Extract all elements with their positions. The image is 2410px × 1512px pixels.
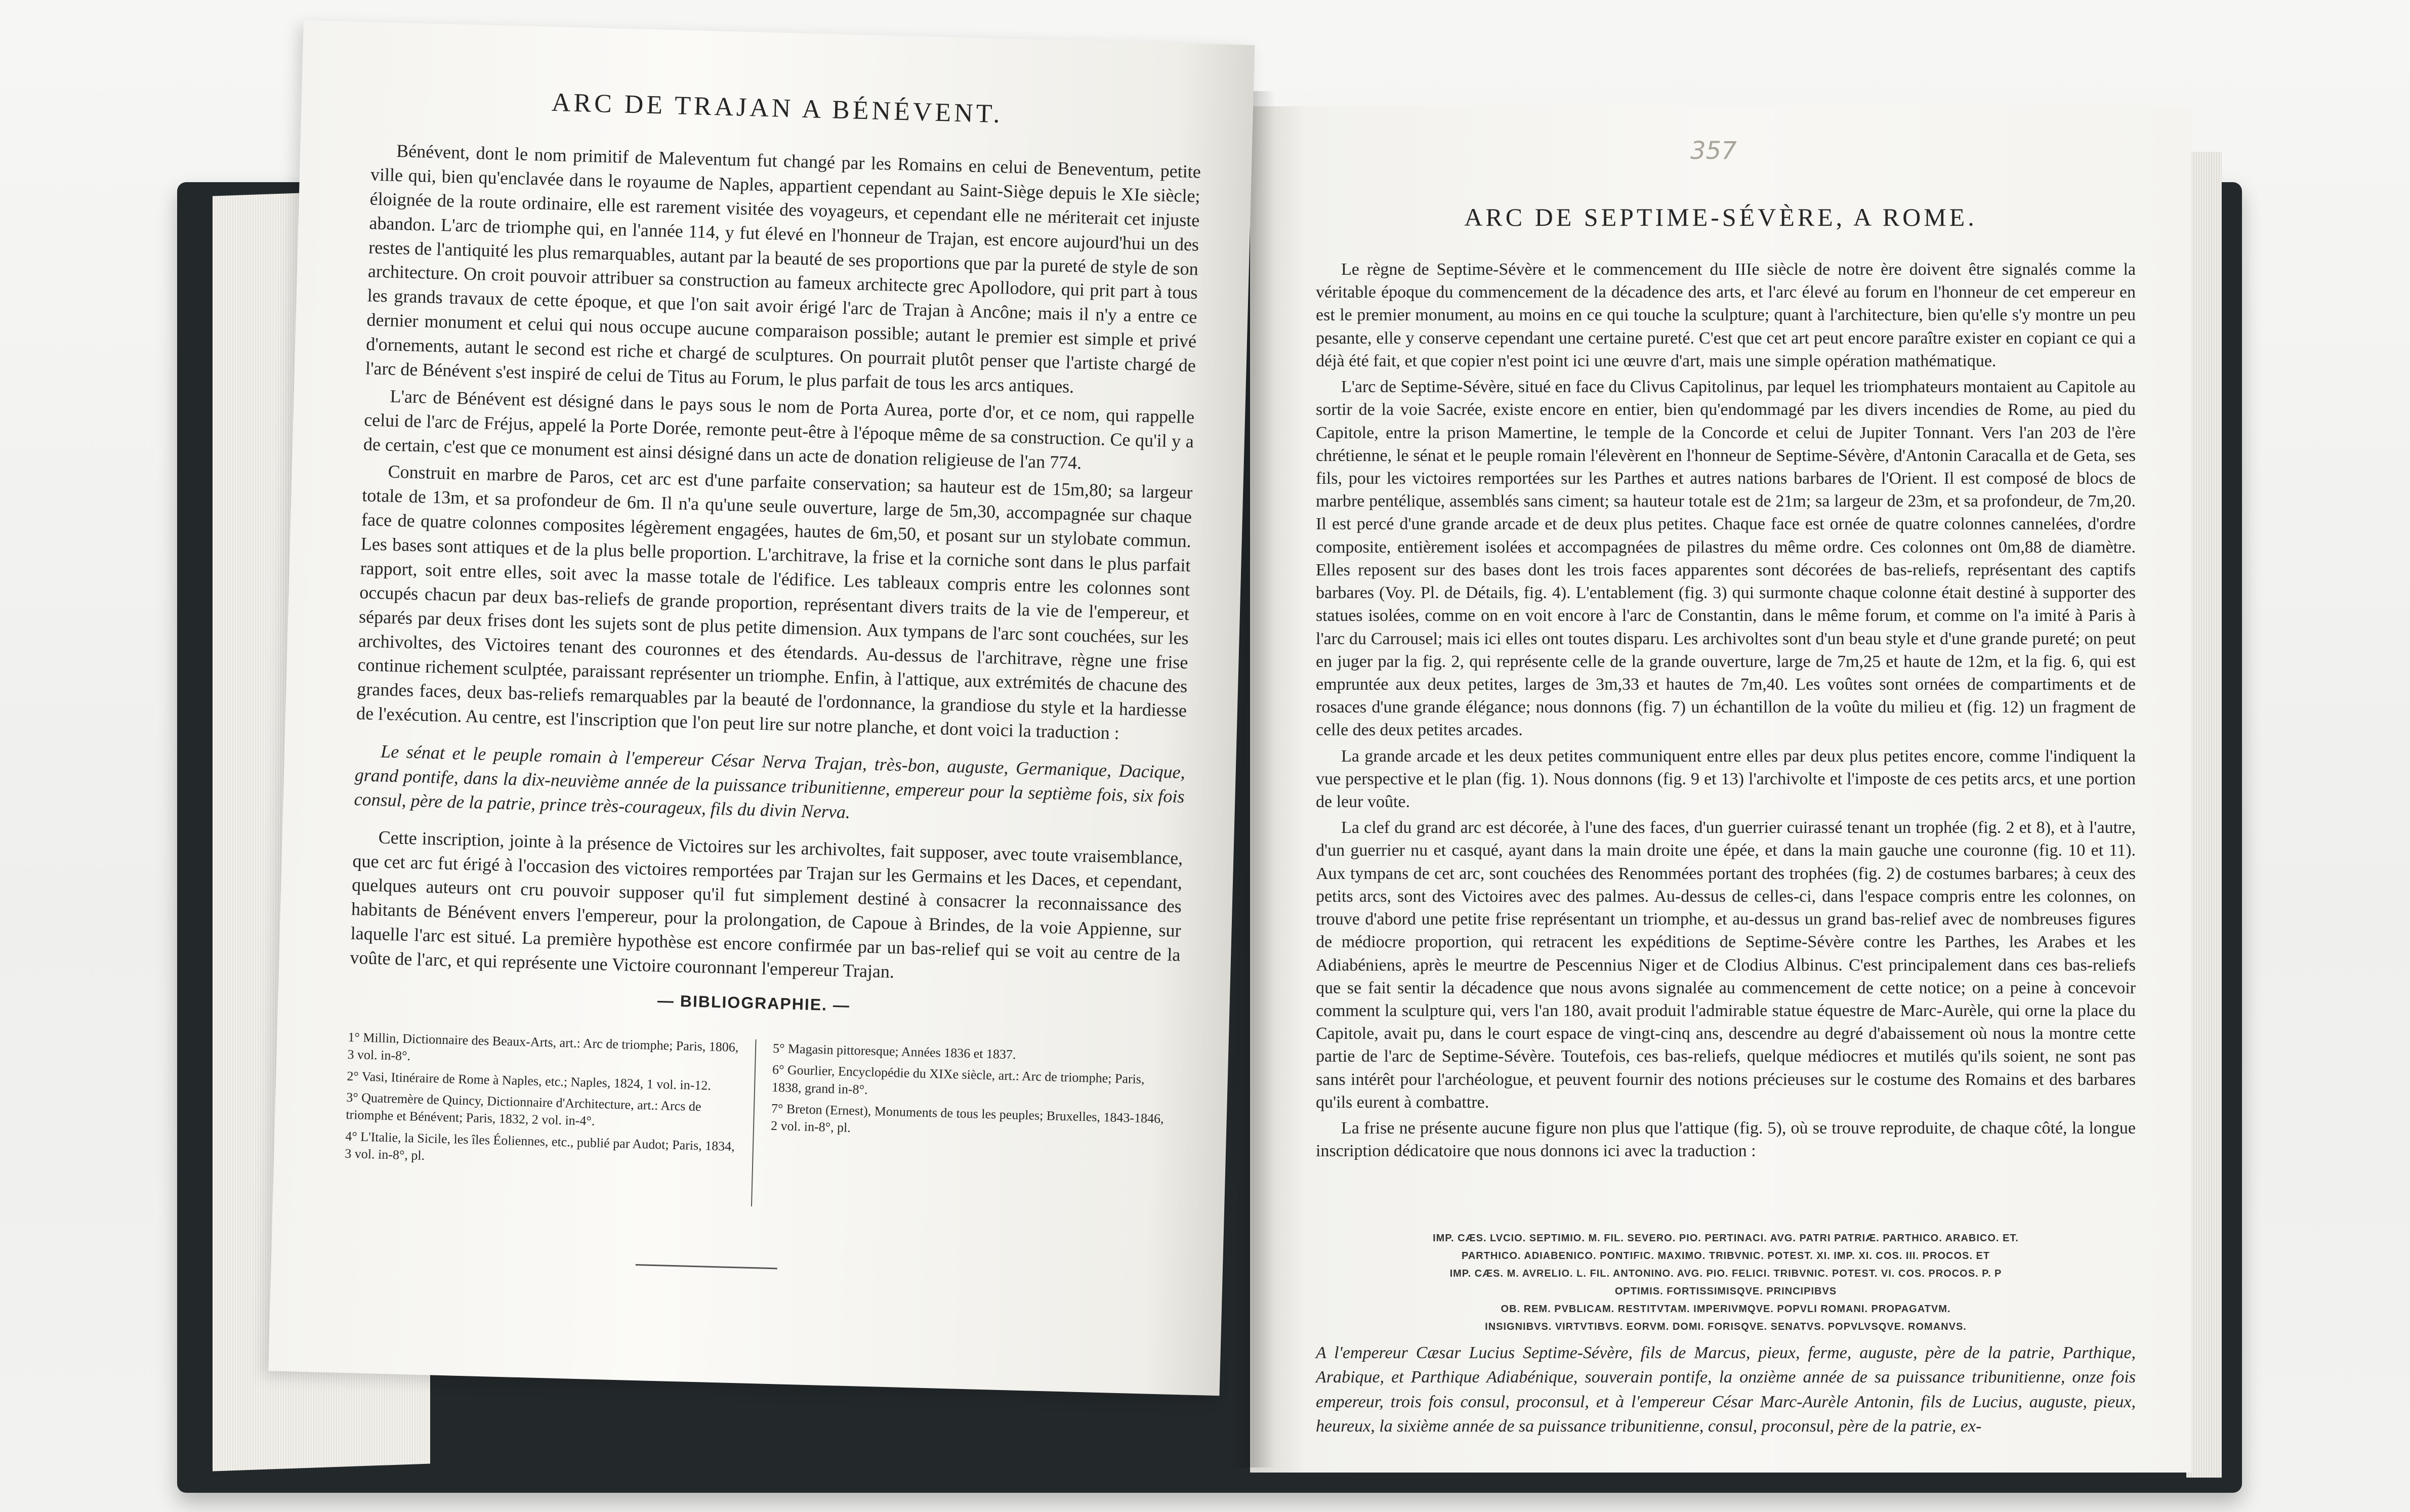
bibliography-item: 3° Quatremère de Quincy, Dictionnaire d'Architecture, art.: Arcs de triomphe et Bénévent; Paris, 1832, 2 vol. in-4°. bbox=[346, 1089, 701, 1129]
paragraph: L'arc de Bénévent est désigné dans le pays sous le nom de Porta Aurea, porte d'or, et ce nom, qui rappelle celui de l'arc de Fréjus, appelé la Porte Dorée, remonte peut-être à l'époque même de sa construction. Ce qu'il y a de certain, c'est que ce monument est ainsi désigné dans un acte de donation religieuse de l'an 774. bbox=[363, 386, 1195, 473]
inscription-line: OPTIMIS. FORTISSIMISQVE. PRINCIPIBVS bbox=[1614, 1286, 1837, 1297]
bibliography-item: 7° Breton (Ernest), Monuments de tous les peuples; Bruxelles, 1843-1846, 2 vol. in-8°, pl. bbox=[770, 1101, 1164, 1136]
paragraph: La grande arcade et les deux petites communiquent entre elles par deux plus petites encore, comme l'indiquent la vue perspective et le plan (fig. 1). Nous donnons (fig. 9 et 13) l'archivolte et l'imposte de ces petits arcs, et une portion de leur voûte. bbox=[1316, 746, 2136, 812]
bibliography-item: 5° Magasin pittoresque; Années 1836 et 1837. bbox=[772, 1040, 1016, 1062]
bibliography-item: 4° L'Italie, la Sicile, les îles Éoliennes, etc., publié par Audot; Paris, 1834, 3 vol. in-8°, pl. bbox=[345, 1128, 735, 1163]
latin-inscription bbox=[1316, 1230, 2136, 1336]
inscription-line: INSIGNIBVS. VIRTVTIBVS. EORVM. DOMI. FORISQVE. SENATVS. POPVLVSQVE. ROMANVS. bbox=[1485, 1321, 1967, 1332]
inscription-line: OB. REM. PVBLICAM. RESTITVTAM. IMPERIVMQVE. POPVLI ROMANI. PROPAGATVM. bbox=[1501, 1304, 1951, 1315]
left-page-body bbox=[350, 139, 1201, 995]
bibliography-item: 6° Gourlier, Encyclopédie du XIXe siècle, art.: Arc de triomphe; Paris, 1838, grand in-8°. bbox=[771, 1062, 1145, 1097]
pencil-page-mark: 357 bbox=[1690, 137, 1737, 165]
right-page-title: ARC DE SEPTIME-SÉVÈRE, A ROME. bbox=[1464, 203, 1977, 231]
paragraph: Bénévent, dont le nom primitif de Maleventum fut changé par les Romains en celui de Beneventum, petite ville qui, bien qu'enclavée dans le royaume de Naples, appartient cependant au Saint-Siège depuis le XIe siècle; éloignée de la route ordinaire, elle est rarement visitée des voyageurs, et cependant elle ne mériterait cet injuste abandon. L'arc de triomphe qui, en l'année 114, y fut élevé en l'honneur de Trajan, est encore aujourd'hui un des restes de l'antiquité les plus remarquables, autant par la beauté de ses proportions que par la pureté de style de son architecture. On croit pouvoir attribuer sa construction au fameux architecte grec Apollodore, qui prit part à tous les grands travaux de cette époque, et que l'on sait avoir érigé l'arc de Trajan à Ancône; mais il n'y a entre ce dernier monument et celui qui nous occupe aucune comparaison possible; autant le premier est simple et privé d'ornements, autant le second est riche et chargé de sculptures. On pourrait plutôt penser que l'artiste chargé de l'arc de Bénévent s'est inspiré de celui de Titus au Forum, le plus parfait de tous les arcs antiques. bbox=[365, 140, 1201, 397]
left-page-title: ARC DE TRAJAN A BÉNÉVENT. bbox=[551, 88, 1004, 129]
bibliography-column-left bbox=[345, 1029, 743, 1177]
bibliography-item: 1° Millin, Dictionnaire des Beaux-Arts, art.: Arc de triomphe; Paris, 1806, 3 vol. in-8°. bbox=[347, 1029, 739, 1064]
bibliography-item: 2° Vasi, Itinéraire de Rome à Naples, etc.; Naples, 1824, 1 vol. in-12. bbox=[347, 1068, 712, 1093]
paragraph: L'arc de Septime-Sévère, situé en face du Clivus Capitolinus, par lequel les triomphateurs montaient au Capitole au sortir de la voie Sacrée, existe encore en entier, bien qu'endommagé par les divers incendies de Rome, au pied du Capitole, entre la prison Mamertine, le temple de la Concorde et celui de Jupiter Tonnant. Vers l'an 203 de l'ère chrétienne, le sénat et le peuple romain l'élevèrent en l'honneur de Septime-Sévère, d'Antonin Caracalla et de Geta, ses fils, pour les victoires remportées sur les Parthes et autres nations barbares de l'Orient. Il est composé de blocs de marbre pentélique, assemblés sans ciment; sa hauteur totale est de 21m; sa largeur de 23m, et sa profondeur, de 7m,20. Il est percé d'une grande arcade et de deux plus petites. Chaque face est ornée de quatre colonnes cannelées, d'ordre composite, entièrement isolées et accompagnées de pilastres du même ordre. Ces colonnes ont 0m,88 de diamètre. Elles reposent sur des bases dont les trois faces apparentes sont décorées de bas-reliefs, représentant des captifs barbares (Voy. Pl. de Détails, fig. 4). L'entablement (fig. 3) qui surmonte chaque colonne était destiné à supporter des statues isolées, comme on en voit encore à l'arc de Constantin, dans le même forum, et comme on l'a imité à Paris à l'arc du Carrousel; mais ici elles ont toutes disparu. Les archivoltes sont d'un beau style et d'une grande pureté; on peut en juger par la fig. 2, qui représente celle de la grande ouverture, large de 7m,25 et haute de 12m, et la fig. 6, qui est empruntée aux deux petites, larges de 3m,33 et hautes de 7m,40. Les voûtes sont ornées de compartiments et de rosaces d'une grande élégance; nous donnons (fig. 7) un échantillon de la voûte du milieu et (fig. 12) un fragment de celle des deux petites arcades. bbox=[1316, 377, 2136, 740]
left-page bbox=[268, 20, 1255, 1396]
paragraph: Construit en marbre de Paros, cet arc est d'une parfaite conservation; sa hauteur est de 15m,80; sa largeur totale de 13m, et sa profondeur de 6m. Il n'a qu'une seule ouverture, large de 5m,30, accompagnée sur chaque face de quatre colonnes composites légèrement engagées, hautes de 6m,50, et posant sur un stylobate commun. Les bases sont attiques et de la plus belle proportion. L'architrave, la frise et la corniche sont dans le plus parfait rapport, soit entre elles, soit avec la masse totale de l'édifice. Les tableaux compris entre les colonnes sont occupés chacun par deux bas-reliefs de grande proportion, représentant divers traits de la vie de l'empereur, et séparés par deux frises dont les sujets sont de plus petite dimension. Aux tympans de l'arc sont couchées, sur les archivoltes, des Victoires tenant des couronnes et des étendards. Au-dessus de l'architrave, règne une frise continue richement sculptée, paraissant représenter un triomphe. Enfin, à l'attique, aux extrémités de chacune des grandes faces, deux bas-reliefs remarquables par la beauté de l'ordonnance, la grandiose du style et la hardiesse de l'exécution. Au centre, est l'inscription que l'on peut lire sur notre planche, et dont voici la traduction : bbox=[356, 461, 1193, 743]
paragraph: La clef du grand arc est décorée, à l'une des faces, d'un guerrier cuirassé tenant un trophée (fig. 2 et 8), et à l'autre, d'un guerrier nu et casqué, ayant dans la main droite une épée, et dans la main gauche une couronne (fig. 10 et 11). Aux tympans de cet arc, sont couchées des Renommées portant des trophées (fig. 2) de costumes barbares; à ceux des petits arcs, sont des Victoires avec des palmes. Au-dessus de celles-ci, dans l'espace compris entre les colonnes, on trouve d'abord une petite frise représentant un triomphe, et au-dessus un grand bas-relief avec de nombreuses figures de médiocre proportion, qui retracent les expéditions de Septime-Sévère contre les Parthes, les Arabes et les Adiabéniens, après le meurtre de Pescennius Niger et de Clodius Albinus. C'est principalement dans ces bas-reliefs que se fait sentir la décadence que nous avons signalée au commencement de cette notice; on a peine à concevoir comment la sculpture qui, vers l'an 180, avait produit l'admirable statue équestre de Marc-Aurèle, qui orne la place du Capitole, avait pu, dans le court espace de vingt-cinq ans, descendre au degré d'abaissement où nous la montre cette partie de l'arc de Septime-Sévère. Toutefois, ces bas-reliefs, quelque médiocres et mutilés qu'ils soient, ne sont pas sans intérêt pour l'archéologue, et peuvent fournir des notions précieuses sur le costume des Romains et des barbares qu'ils eurent à combattre. bbox=[1316, 818, 2136, 1112]
bibliography bbox=[343, 1029, 1178, 1233]
paragraph: Le règne de Septime-Sévère et le commencement du IIIe siècle de notre ère doivent être signalés comme la véritable époque du commencement de la décadence des arts, et l'arc élevé au forum en l'honneur de cet empereur en est le premier monument, au moins en ce qui touche la sculpture; quant à l'architecture, bien qu'elle s'y montre un peu pesante, elle y conserve cependant une certaine pureté. C'est que cet art peut encore paraître exister en copiant ce qui a déjà été fait, et que copier n'est point ici une œuvre d'art, mais une simple opération mathématique. bbox=[1316, 260, 2136, 370]
paragraph: Cette inscription, jointe à la présence de Victoires sur les archivoltes, fait supposer, avec toute vraisemblance, que cet arc fut érigé à l'occasion des victoires remportées par Trajan sur les Germains et les Daces, et cependant, quelques auteurs ont cru pouvoir supposer qu'il fut simplement destiné à consacrer la reconnaissance des habitants de Bénévent envers l'empereur, pour la prolongation, de Capoue à Brindes, de la voie Appienne, sur laquelle l'arc est situé. La première hypothèse est encore confirmée par un bas-relief qui se voit au centre de la voûte de l'arc, et qui représente une Victoire couronnant l'empereur Trajan. bbox=[350, 827, 1183, 982]
inscription-translation: A l'empereur Cæsar Lucius Septime-Sévère, fils de Marcus, pieux, ferme, auguste, père de la patrie, Parthique, Arabique, et Parthique Adiabénique, souverain pontife, la onzième année de sa puissance tribunitienne, onze fois empereur, trois fois consul, proconsul, et à l'empereur César Marc-Aurèle Antonin, fils de Lucius, auguste, pieux, heureux, la sixième année de sa puissance tribunitienne, consul, proconsul, père de la patrie, ex- bbox=[1316, 1343, 2136, 1436]
bibliography-heading: — BIBLIOGRAPHIE. — bbox=[657, 991, 851, 1015]
right-page-body bbox=[1316, 258, 2136, 1166]
right-page-stack bbox=[2186, 152, 2222, 1478]
inscription-line: IMP. CÆS. M. AVRELIO. L. FIL. ANTONINO. AVG. PIO. FELICI. TRIBVNIC. POTEST. VI. COS. PROCOS. P. P bbox=[1449, 1268, 2002, 1279]
italic-translation: Le sénat et le peuple romain à l'empereur César Nerva Trajan, très-bon, auguste, Germanique, Dacique, grand pontife, dans la dix-neuvième année de la puissance tribunitienne, empereur pour la septième fois, six fois consul, père de la patrie, prince très-courageux, fils du divin Nerva. bbox=[354, 741, 1186, 822]
paragraph: La frise ne présente aucune figure non plus que l'attique (fig. 5), où se trouve reproduite, de chaque côté, la longue inscription dédicatoire que nous donnons ici avec la traduction : bbox=[1316, 1119, 2136, 1161]
inscription-line: IMP. CÆS. LVCIO. SEPTIMIO. M. FIL. SEVERO. PIO. PERTINACI. AVG. PATRI PATRIÆ. PARTHICO. ARABICO. ET. bbox=[1433, 1233, 2019, 1244]
end-rule bbox=[636, 1264, 777, 1269]
bibliography-column-right bbox=[770, 1040, 1168, 1149]
bibliography-divider bbox=[751, 1039, 757, 1206]
right-page bbox=[1250, 106, 2191, 1473]
inscription-line: PARTHICO. ADIABENICO. PONTIFIC. MAXIMO. TRIBVNIC. POTEST. XI. IMP. XI. COS. III. PROCOS. ET bbox=[1461, 1250, 1990, 1262]
